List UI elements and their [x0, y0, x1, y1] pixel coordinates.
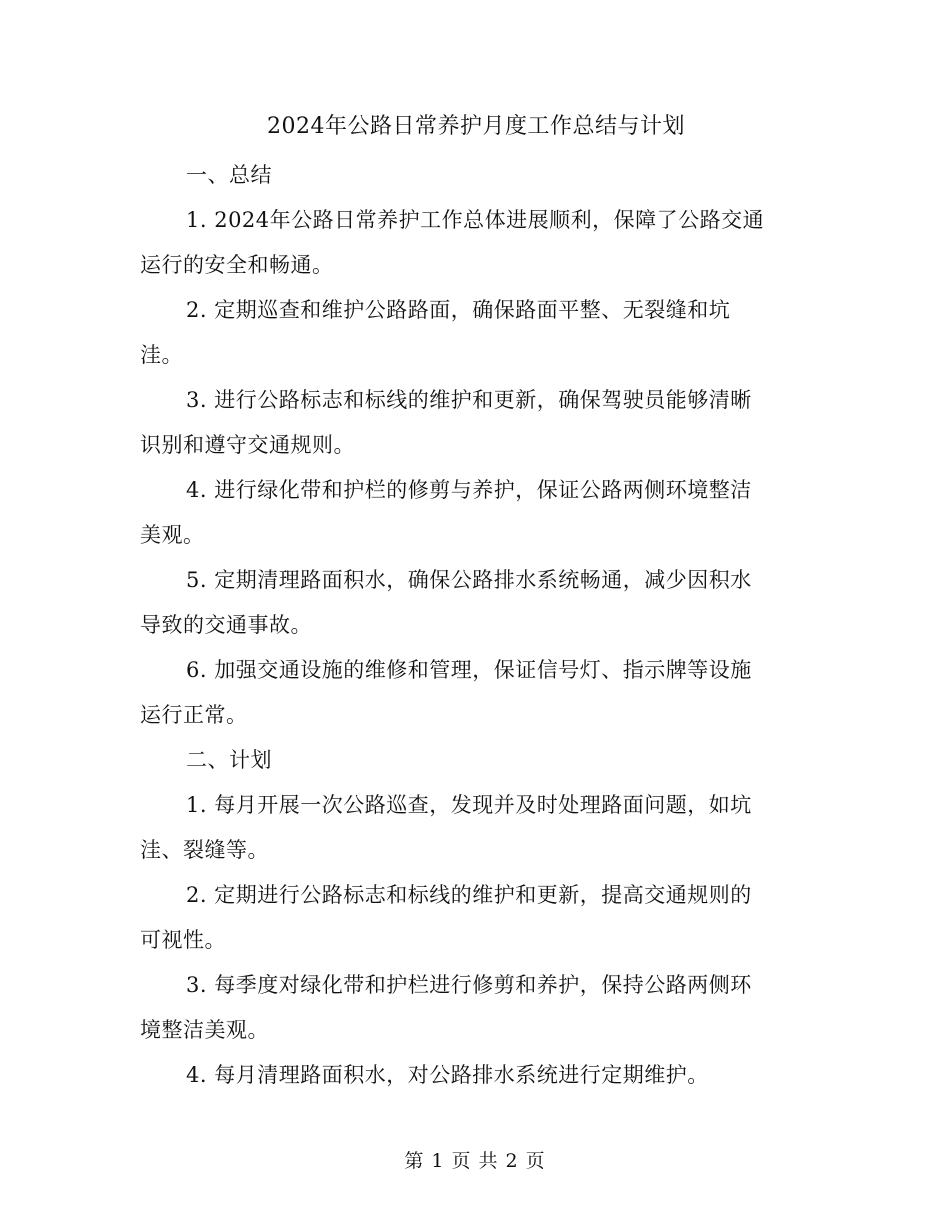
item-line: 1. 每月开展一次公路巡查，发现并及时处理路面问题，如坑 — [186, 793, 752, 817]
page-number: 第 1 页 共 2 页 — [404, 1150, 546, 1172]
item-line: 2. 定期巡查和维护公路路面，确保路面平整、无裂缝和坑 — [186, 298, 731, 322]
plan-item-4 — [140, 1053, 812, 1098]
item-line-continued: 可视性。 — [140, 928, 226, 952]
item-line-continued: 美观。 — [140, 523, 205, 547]
document-title: 2024年公路日常养护月度工作总结与计划 — [267, 114, 685, 139]
document-body — [140, 104, 812, 1098]
section-heading: 一、总结 — [186, 163, 272, 187]
item-line-continued: 境整洁美观。 — [140, 1018, 269, 1042]
section-heading: 二、计划 — [186, 748, 272, 772]
item-line: 3. 每季度对绿化带和护栏进行修剪和养护，保持公路两侧环 — [186, 973, 752, 997]
summary-item-5 — [140, 558, 812, 648]
section-summary — [140, 153, 812, 738]
summary-item-3 — [140, 378, 812, 468]
item-line: 6. 加强交通设施的维修和管理，保证信号灯、指示牌等设施 — [186, 658, 752, 682]
item-line-continued: 运行的安全和畅通。 — [140, 253, 334, 277]
item-line-continued: 导致的交通事故。 — [140, 613, 312, 637]
item-line-continued: 洼、裂缝等。 — [140, 838, 269, 862]
item-line: 5. 定期清理路面积水，确保公路排水系统畅通，减少因积水 — [186, 568, 752, 592]
item-line: 3. 进行公路标志和标线的维护和更新，确保驾驶员能够清晰 — [186, 388, 752, 412]
section-plan — [140, 738, 812, 1098]
plan-item-3 — [140, 963, 812, 1053]
item-line: 4. 每月清理路面积水，对公路排水系统进行定期维护。 — [186, 1063, 709, 1087]
summary-item-1 — [140, 198, 812, 288]
item-line: 1. 2024年公路日常养护工作总体进展顺利，保障了公路交通 — [186, 208, 765, 232]
item-line-continued: 识别和遵守交通规则。 — [140, 433, 355, 457]
item-line-continued: 运行正常。 — [140, 703, 248, 727]
plan-item-2 — [140, 873, 812, 963]
item-line: 4. 进行绿化带和护栏的修剪与养护，保证公路两侧环境整洁 — [186, 478, 752, 502]
summary-item-2 — [140, 288, 812, 378]
item-line-continued: 洼。 — [140, 343, 183, 367]
summary-item-6 — [140, 648, 812, 738]
plan-item-1 — [140, 783, 812, 873]
summary-item-4 — [140, 468, 812, 558]
item-line: 2. 定期进行公路标志和标线的维护和更新，提高交通规则的 — [186, 883, 752, 907]
